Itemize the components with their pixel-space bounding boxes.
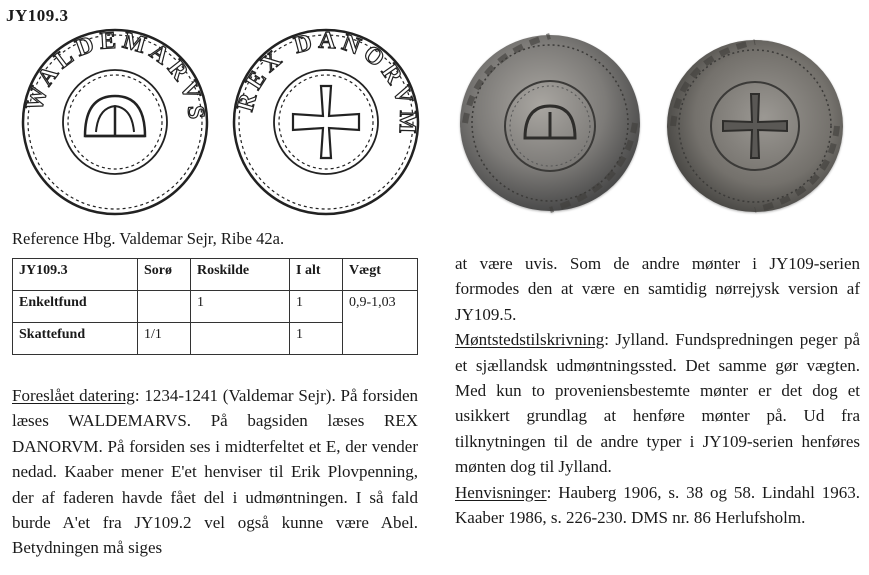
mint-label: Møntstedstilskrivning (455, 330, 605, 350)
cell-ialt: 1 (290, 323, 343, 355)
cell-soro (138, 291, 191, 323)
find-table (12, 258, 418, 355)
column-header: Vægt (343, 259, 418, 291)
cell-weight: 0,9-1,03 (343, 291, 418, 355)
obverse-drawing (21, 28, 209, 214)
mint-body: : Jylland. Fundspredningen peger på et sjællandsk udmøntningssted. Det samme gør vægten. Med kun to proveniensbestemte mønter er det dog et usikkert grundlag at henføre mønter på. Ud fra tilknytningen til de andre typer i JY109-serien henføres mønten dog til Jylland. (455, 330, 860, 477)
cell-roskilde (191, 323, 290, 355)
references-body: : Hauberg 1906, s. 38 og 58. Lindahl 1963. Kaaber 1986, s. 226-230. DMS nr. 86 Herlufsholm. (455, 482, 860, 528)
continuation-paragraph: at være uvis. Som de andre mønter i JY109-serien formodes den at være en samtidig nørrejysk version af JY109.5. (455, 254, 860, 324)
table-row (13, 291, 418, 323)
dating-label: Foreslået datering (12, 386, 135, 405)
reverse-legend: REX DANORVM (232, 27, 421, 139)
mint-paragraph (455, 327, 860, 479)
references-label: Henvisninger (455, 482, 547, 502)
cell-ialt: 1 (290, 291, 343, 323)
dating-paragraph (12, 383, 418, 561)
coin-photos (455, 28, 860, 213)
cell-soro: 1/1 (138, 323, 191, 355)
row-label: Enkeltfund (13, 291, 138, 323)
column-header: JY109.3 (13, 259, 138, 291)
table-header-row (13, 259, 418, 291)
column-header: Sorø (138, 259, 191, 291)
column-header: Roskilde (191, 259, 290, 291)
row-label: Skattefund (13, 323, 138, 355)
obverse-photo (460, 35, 640, 211)
coin-drawings (12, 24, 432, 220)
reference-line: Reference Hbg. Valdemar Sejr, Ribe 42a. (12, 229, 285, 248)
obverse-legend: WALDEMARVS (21, 27, 210, 126)
references-paragraph (455, 480, 860, 531)
right-column-text (455, 251, 860, 530)
catalog-code: JY109.3 (6, 6, 69, 25)
reverse-drawing (233, 28, 421, 214)
cell-roskilde: 1 (191, 291, 290, 323)
column-header: I alt (290, 259, 343, 291)
reverse-photo (667, 40, 843, 212)
dating-body: : 1234-1241 (Valdemar Sejr). På forsiden læses WALDEMARVS. På bagsiden læses REX DANORVM. På forsiden ses i midterfeltet et E, der vender nedad. Kaaber mener E'et henviser til Erik Plovpenning, der af faderen havde fået del i udmøntningen. I så fald burde A'et fra JY109.2 vel også kunne være Abel. Betydningen må siges (12, 386, 418, 558)
